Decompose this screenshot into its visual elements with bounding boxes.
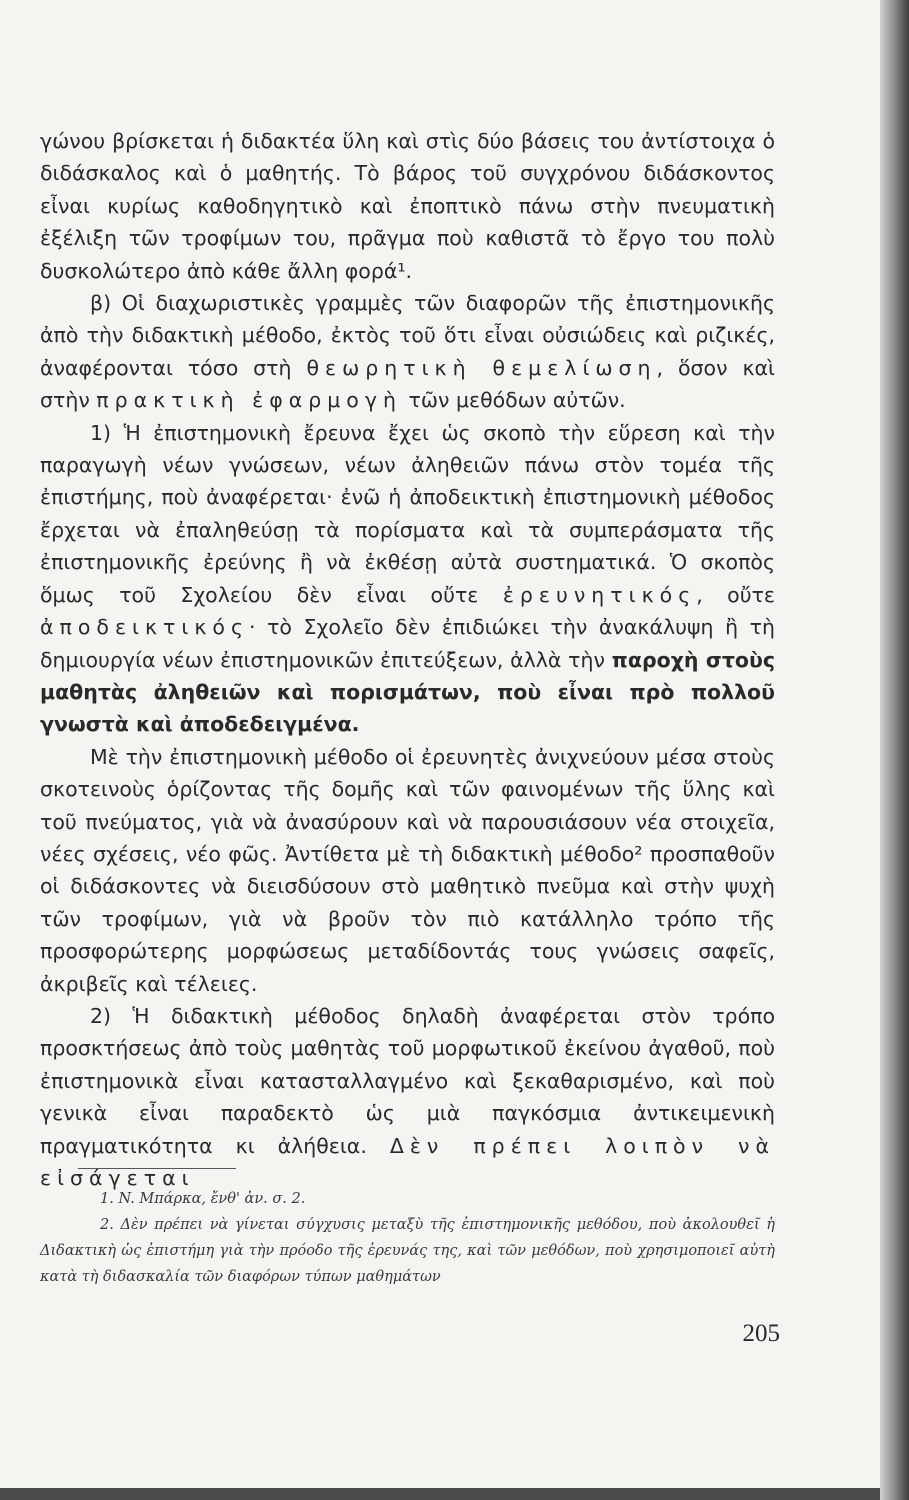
footnote-2: 2. Δὲν πρέπει νὰ γίνεται σύγχυσις μεταξὺ τῆς ἐπιστημονικῆς μεθόδου, ποὺ ἀκολουθεῖ ἡ Διδακτικὴ ὡς ἐπιστήμη γιὰ τὴν πρόοδο τῆς ἐρευνάς της, καὶ τῶν μεθόδων, ποὺ χρησιμοποιεῖ αὐτὴ κατὰ τὴ διδασκαλία τῶν διαφόρων τύπων μαθημάτων: [40, 1217, 775, 1285]
spaced-phrase-ending: Δὲν πρέπει λοιπὸν νὰ εἰσάγεται: [40, 1133, 775, 1190]
footnote-1: 1. N. Μπάρκα, ἔνθ' ἀν. σ. 2.: [100, 1191, 306, 1207]
spaced-term-practical-application: πρακτικὴ ἐφαρμογὴ: [96, 388, 402, 413]
book-spine-edge: [880, 0, 909, 1500]
paragraph-3-part-c: , οὔτε: [696, 582, 776, 607]
spaced-term-demonstrative: ἀποδεικτικός: [40, 615, 249, 640]
paragraph-5: [40, 1000, 775, 1194]
paragraph-5-part-a: 2) Ἡ διδακτικὴ μέθοδος δηλαδὴ ἀναφέρεται στὸν τρόπο προσκτήσεως ἀπὸ τοὺς μαθητὰς τοῦ μορφωτικοῦ ἐκείνου ἀγαθοῦ, ποὺ ἐπιστημονικὰ εἶναι κατασταλλαγμένο καὶ ξεκαθαρισμένο, καὶ ποὺ γενικὰ εἶναι παραδεκτὸ ὡς μιὰ παγκόσμια ἀντικειμενικὴ πραγματικότητα κι ἀλήθεια.: [40, 1003, 775, 1158]
paragraph-3: [40, 417, 775, 741]
spaced-term-investigative: ἐρευνητικός: [502, 582, 697, 607]
paragraph-2-part-c: , ὅσον καὶ στὴν: [40, 355, 775, 413]
paragraph-3-part-a: 1) Ἡ ἐπιστημονικὴ ἔρευνα ἔχει ὡς σκοπὸ τὴν εὕρεση καὶ τὴν παραγωγὴ νέων γνώσεων, νέων ἀληθειῶν πάνω στὸν τομέα τῆς ἐπιστήμης, ποὺ ἀναφέρεται· ἐνῶ ἡ ἀποδεικτικὴ ἐπιστημονικὴ μέθοδος ἔρχεται νὰ ἐπαληθεύσῃ τὰ πορίσματα καὶ τὰ συμπεράσματα τῆς ἐπιστημονικῆς ἐρεύνης ἢ νὰ ἐκθέσῃ αὐτὰ συστηματικά. Ὁ σκοπὸς ὅμως τοῦ Σχολείου δὲν εἶναι οὔτε: [40, 420, 775, 607]
paragraph-2-part-a: β) Οἱ διαχωριστικὲς γραμμὲς τῶν διαφορῶν τῆς ἐπιστημονικῆς ἀπὸ τὴν διδακτικὴ μέθοδο, ἐκτὸς τοῦ ὅτι εἶναι οὐσιώδεις καὶ ριζικές, ἀναφέρονται τόσο στὴ: [40, 291, 775, 380]
paragraph-2: [40, 287, 775, 417]
paragraph-3-part-e: · τὸ Σχολεῖο δὲν ἐπιδιώκει τὴν ἀνακάλυψη ἢ τὴ δημιουργία νέων ἐπιστημονικῶν ἐπιτεύξεων, ἀλλὰ τὴν: [40, 615, 775, 672]
bold-emphasis: παροχὴ στοὺς μαθητὰς ἀληθειῶν καὶ πορισμάτων, ποὺ εἶναι πρὸ πολλοῦ γνωστὰ καὶ ἀποδεδειγμένα.: [40, 647, 775, 737]
footnote-divider: [78, 1168, 236, 1169]
spaced-term-theoretical-foundation: θεωρητικὴ θεμελίωση: [306, 355, 657, 380]
paragraph-2-part-e: τῶν μεθόδων αὐτῶν.: [401, 388, 626, 413]
paragraph-1: γώνου βρίσκεται ἡ διδακτέα ὕλη καὶ στὶς δύο βάσεις του ἀντίστοιχα ὁ διδάσκαλος καὶ ὁ μαθητής. Τὸ βάρος τοῦ συγχρόνου διδάσκοντος εἶναι κυρίως καθοδηγητικὸ καὶ ἐποπτικὸ πάνω στὴν πνευματικὴ ἐξέλιξη τῶν τροφίμων του, πρᾶγμα ποὺ καθιστᾶ τὸ ἔργο του πολὺ δυσκολώτερο ἀπὸ κάθε ἄλλη φορά¹.: [40, 129, 775, 283]
page-number: 205: [742, 1320, 780, 1347]
paragraph-4: Μὲ τὴν ἐπιστημονικὴ μέθοδο οἱ ἐρευνητὲς ἀνιχνεύουν μέσα στοὺς σκοτεινοὺς ὁρίζοντας τῆς δομῆς καὶ τῶν φαινομένων τῆς ὕλης καὶ τοῦ πνεύματος, γιὰ νὰ ἀνασύρουν καὶ νὰ παρουσιάσουν νέα στοιχεῖα, νέες σχέσεις, νέο φῶς. Ἀντίθετα μὲ τὴ διδακτικὴ μέθοδο² προσπαθοῦν οἱ διδάσκοντες νὰ διεισδύσουν στὸ μαθητικὸ πνεῦμα καὶ στὴν ψυχὴ τῶν τροφίμων, γιὰ νὰ βροῦν τὸν πιὸ κατάλληλο τρόπο τῆς προσφορώτερης μορφώσεως μεταδίδοντάς τους γνώσεις σαφεῖς, ἀκριβεῖς καὶ τέλειες.: [40, 744, 775, 996]
footnotes: [40, 1186, 775, 1290]
body-text: [40, 125, 775, 1194]
